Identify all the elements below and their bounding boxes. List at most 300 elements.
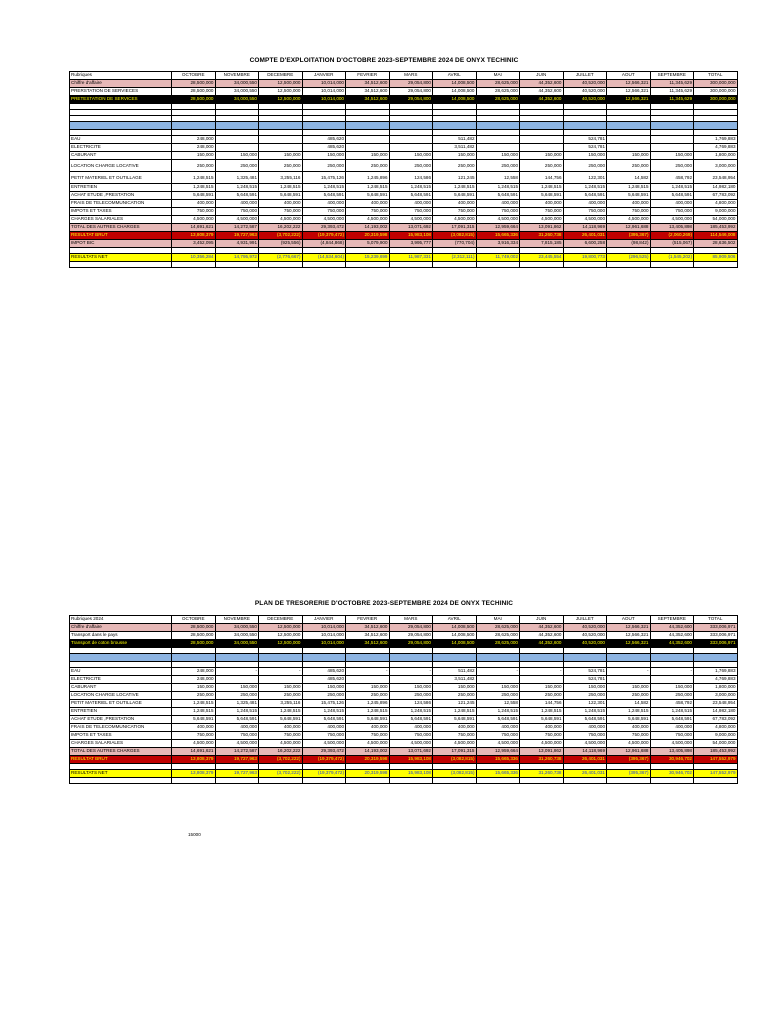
row-label-cell: IMPOTS ET TAXES <box>70 732 172 740</box>
table-row <box>70 122 738 130</box>
value-cell: 10,356,284 <box>172 254 216 262</box>
value-cell: 14,193,002 <box>346 748 390 756</box>
row-label-cell: Transport de coton brousse <box>70 640 172 648</box>
row-label-cell: IMPOTS ET TAXES <box>70 208 172 216</box>
value-cell: 28,500,000 <box>172 632 216 640</box>
value-cell: 40,520,000 <box>563 624 607 632</box>
value-cell: 300,000,000 <box>694 96 738 104</box>
value-cell: 750,000 <box>346 208 390 216</box>
value-cell: 14,008,500 <box>433 640 477 648</box>
value-cell: 9,000,000 <box>694 732 738 740</box>
value-cell: 5,648,591 <box>302 716 346 724</box>
value-cell: 144,756 <box>520 172 564 184</box>
value-cell: 750,000 <box>215 732 259 740</box>
value-cell: 4,500,000 <box>433 216 477 224</box>
header-month-cell: JUILLET <box>563 616 607 624</box>
header-month-cell: JUILLET <box>563 72 607 80</box>
row-label-cell: PETIT MATERIEL ET OUTILLAGE <box>70 172 172 184</box>
value-cell: 1,248,515 <box>215 184 259 192</box>
value-cell: 12,566,321 <box>607 88 651 96</box>
value-cell: 34,512,600 <box>346 96 390 104</box>
header-month-cell: NOVEMBRE <box>215 72 259 80</box>
value-cell: 15,983,108 <box>389 756 433 764</box>
value-cell: 300,000,000 <box>694 88 738 96</box>
value-cell <box>389 144 433 152</box>
value-cell: 44,352,600 <box>520 88 564 96</box>
value-cell: 250,000 <box>389 692 433 700</box>
value-cell: 485,620 <box>302 668 346 676</box>
value-cell: 150,000 <box>346 684 390 692</box>
value-cell: 12,500,000 <box>259 80 303 88</box>
value-cell: 34,000,550 <box>215 624 259 632</box>
value-cell: 400,000 <box>302 200 346 208</box>
value-cell <box>607 676 651 684</box>
value-cell: 750,000 <box>563 732 607 740</box>
value-cell: 1,769,883 <box>694 668 738 676</box>
value-cell: 400,000 <box>607 724 651 732</box>
value-cell: 5,648,591 <box>215 716 259 724</box>
row-label-cell: LOCATION CHARGE LOCATIVE <box>70 160 172 172</box>
value-cell: 750,000 <box>520 732 564 740</box>
value-cell <box>215 144 259 152</box>
row-label-cell: ACHAT ETUDE ,PRESTATION <box>70 192 172 200</box>
value-cell <box>476 136 520 144</box>
value-cell: 250,000 <box>346 692 390 700</box>
header-month-cell: DECEMBRE <box>259 616 303 624</box>
value-cell: 485,620 <box>302 676 346 684</box>
value-cell: (14,534,604) <box>302 254 346 262</box>
value-cell: 124,586 <box>389 700 433 708</box>
value-cell <box>259 676 303 684</box>
row-label-cell: Transport dans le pays <box>70 632 172 640</box>
value-cell: (395,367) <box>607 770 651 778</box>
value-cell: 5,648,591 <box>172 716 216 724</box>
table-row <box>70 732 738 740</box>
row-label-cell: Chiffre d'affaire <box>70 80 172 88</box>
value-cell: 1,248,515 <box>607 708 651 716</box>
value-cell: 28,500,000 <box>172 122 216 130</box>
value-cell: 17,091,315 <box>433 748 477 756</box>
value-cell: 400,000 <box>346 724 390 732</box>
value-cell: 12,566,321 <box>607 122 651 130</box>
value-cell: 10,014,000 <box>302 88 346 96</box>
value-cell: 121,245 <box>433 172 477 184</box>
table-row <box>70 172 738 184</box>
row-label-cell: Chiffre d'affaire <box>70 624 172 632</box>
value-cell: (3,082,815) <box>433 756 477 764</box>
header-month-cell: AVRIL <box>433 616 477 624</box>
value-cell: 29,054,800 <box>389 80 433 88</box>
value-cell: 6,600,258 <box>563 240 607 248</box>
value-cell: 4,500,000 <box>520 740 564 748</box>
value-cell: 5,648,591 <box>259 716 303 724</box>
value-cell: 14,691,621 <box>172 748 216 756</box>
value-cell: 4,500,000 <box>476 216 520 224</box>
value-cell: 750,000 <box>172 208 216 216</box>
value-cell: (925,556) <box>259 240 303 248</box>
value-cell: (395,367) <box>607 232 651 240</box>
value-cell: - <box>346 668 390 676</box>
value-cell: 19,727,963 <box>215 756 259 764</box>
value-cell: 250,000 <box>650 692 694 700</box>
value-cell <box>520 144 564 152</box>
compte-title: COMPTE D'EXPLOITATION D'OCTOBRE 2023-SEPTEMBRE 2024 DE ONYX TECHINIC <box>249 57 519 64</box>
value-cell: 1,248,515 <box>650 708 694 716</box>
value-cell: 12,566,321 <box>607 80 651 88</box>
value-cell: 1,248,515 <box>302 708 346 716</box>
row-label-cell: RESULTATS NET <box>70 770 172 778</box>
value-cell: 750,000 <box>607 208 651 216</box>
value-cell: 31,260,738 <box>520 770 564 778</box>
value-cell: 13,808,379 <box>172 232 216 240</box>
value-cell <box>607 778 651 784</box>
value-cell: 29,393,472 <box>302 224 346 232</box>
value-cell: 40,520,000 <box>563 122 607 130</box>
value-cell: 750,000 <box>302 208 346 216</box>
header-month-cell: JANVIER <box>302 72 346 80</box>
value-cell: 150,000 <box>563 684 607 692</box>
value-cell: 150,000 <box>650 684 694 692</box>
value-cell: 333,006,971 <box>694 632 738 640</box>
value-cell: 150,000 <box>259 152 303 160</box>
value-cell <box>389 136 433 144</box>
row-label-cell: CHARGES SALARIALES <box>70 216 172 224</box>
value-cell: 4,800,000 <box>694 200 738 208</box>
value-cell: 44,352,600 <box>520 624 564 632</box>
value-cell: 250,000 <box>563 692 607 700</box>
value-cell <box>302 262 346 268</box>
value-cell: 20,319,598 <box>346 232 390 240</box>
table-row <box>70 262 738 268</box>
table-row <box>70 200 738 208</box>
value-cell <box>172 778 216 784</box>
value-cell <box>476 262 520 268</box>
value-cell <box>650 778 694 784</box>
header-month-cell: MARS <box>389 616 433 624</box>
value-cell: 15,475,126 <box>302 172 346 184</box>
compte-table <box>69 71 738 268</box>
header-month-cell: FEVRIER <box>346 72 390 80</box>
value-cell: 1,248,515 <box>346 184 390 192</box>
note-value: 15000 <box>188 832 201 837</box>
value-cell: 4,500,000 <box>215 216 259 224</box>
value-cell: 400,000 <box>215 724 259 732</box>
value-cell: 5,648,591 <box>302 192 346 200</box>
table-row <box>70 740 738 748</box>
value-cell: 750,000 <box>389 732 433 740</box>
table-row <box>70 80 738 88</box>
value-cell: 150,000 <box>172 684 216 692</box>
value-cell: 28,625,000 <box>476 122 520 130</box>
header-month-cell: AOUT <box>607 72 651 80</box>
value-cell: 4,500,000 <box>607 216 651 224</box>
value-cell: 85,909,506 <box>694 254 738 262</box>
value-cell: 28,500,000 <box>172 640 216 648</box>
value-cell: 31,260,738 <box>520 756 564 764</box>
value-cell: 250,000 <box>215 160 259 172</box>
table-row <box>70 676 738 684</box>
value-cell: (770,704) <box>433 240 477 248</box>
value-cell: 4,500,000 <box>172 216 216 224</box>
value-cell <box>346 144 390 152</box>
value-cell: 15,665,336 <box>476 232 520 240</box>
header-month-cell: MAI <box>476 72 520 80</box>
value-cell: 31,260,738 <box>520 232 564 240</box>
value-cell: 400,000 <box>433 724 477 732</box>
value-cell: 29,393,472 <box>302 748 346 756</box>
value-cell <box>433 262 477 268</box>
value-cell <box>259 262 303 268</box>
value-cell: 250,000 <box>302 160 346 172</box>
value-cell: 400,000 <box>172 200 216 208</box>
value-cell: 458,792 <box>650 700 694 708</box>
header-month-cell: MAI <box>476 616 520 624</box>
value-cell: 750,000 <box>346 732 390 740</box>
value-cell: 4,500,000 <box>563 216 607 224</box>
value-cell: 5,648,591 <box>520 192 564 200</box>
value-cell <box>433 654 477 662</box>
value-cell <box>389 262 433 268</box>
value-cell: 250,000 <box>346 160 390 172</box>
table-row <box>70 632 738 640</box>
value-cell: 5,648,591 <box>476 192 520 200</box>
value-cell: 300,000,000 <box>694 80 738 88</box>
value-cell: (515,067) <box>650 240 694 248</box>
row-label-cell: RESULTAT BRUT <box>70 232 172 240</box>
value-cell: 400,000 <box>433 200 477 208</box>
header-month-cell: TOTAL <box>694 72 738 80</box>
row-label-cell: CHARGES SALARIALES <box>70 740 172 748</box>
table-row <box>70 240 738 248</box>
value-cell: 40,520,000 <box>563 640 607 648</box>
value-cell: 12,500,000 <box>259 624 303 632</box>
value-cell: 250,000 <box>215 692 259 700</box>
row-label-cell: ELECTRICITE <box>70 676 172 684</box>
value-cell: 11,749,002 <box>476 254 520 262</box>
value-cell: 4,769,883 <box>694 144 738 152</box>
value-cell: 17,091,315 <box>433 224 477 232</box>
value-cell: 4,500,000 <box>302 216 346 224</box>
value-cell: 1,800,000 <box>694 684 738 692</box>
value-cell: 1,248,515 <box>172 184 216 192</box>
value-cell: 28,625,000 <box>476 624 520 632</box>
value-cell: 750,000 <box>433 208 477 216</box>
table-row <box>70 216 738 224</box>
value-cell: 16,202,222 <box>259 224 303 232</box>
value-cell: 1,248,515 <box>520 708 564 716</box>
table-row <box>70 708 738 716</box>
header-month-cell: JUIN <box>520 616 564 624</box>
value-cell <box>476 676 520 684</box>
value-cell: 44,352,600 <box>650 624 694 632</box>
value-cell: 1,248,515 <box>346 708 390 716</box>
value-cell: 150,000 <box>433 152 477 160</box>
value-cell <box>694 262 738 268</box>
header-row <box>70 616 738 624</box>
value-cell: 26,401,031 <box>563 770 607 778</box>
value-cell: 9,000,000 <box>694 208 738 216</box>
value-cell: 300,000,000 <box>694 122 738 130</box>
value-cell <box>650 136 694 144</box>
value-cell: 40,520,000 <box>563 88 607 96</box>
value-cell <box>302 778 346 784</box>
value-cell: 248,000 <box>172 676 216 684</box>
value-cell: 14,008,500 <box>433 80 477 88</box>
value-cell: 5,648,591 <box>389 716 433 724</box>
value-cell: 248,000 <box>172 668 216 676</box>
value-cell: 5,648,591 <box>346 716 390 724</box>
value-cell: 14,582 <box>607 172 651 184</box>
value-cell: 44,352,600 <box>520 96 564 104</box>
value-cell: 150,000 <box>520 152 564 160</box>
header-label-cell: Rubriques <box>70 72 172 80</box>
value-cell: 333,006,971 <box>694 640 738 648</box>
value-cell: 29,054,800 <box>389 624 433 632</box>
value-cell: 44,352,600 <box>520 632 564 640</box>
value-cell: 4,500,000 <box>172 740 216 748</box>
value-cell: - <box>520 668 564 676</box>
value-cell: 1,769,883 <box>694 136 738 144</box>
value-cell <box>476 654 520 662</box>
row-label-cell: RESULTATS NET <box>70 254 172 262</box>
value-cell: 1,248,515 <box>520 184 564 192</box>
value-cell: 3,452,095 <box>172 240 216 248</box>
value-cell: 1,248,515 <box>433 184 477 192</box>
value-cell: 5,648,591 <box>607 716 651 724</box>
value-cell: 485,620 <box>302 136 346 144</box>
header-row <box>70 72 738 80</box>
value-cell: 12,500,000 <box>259 122 303 130</box>
value-cell: 23,548,954 <box>694 700 738 708</box>
value-cell: 4,500,000 <box>433 740 477 748</box>
value-cell: 1,248,515 <box>476 708 520 716</box>
value-cell: 12,961,688 <box>607 224 651 232</box>
value-cell: 250,000 <box>607 160 651 172</box>
row-label-cell: CABURANT <box>70 152 172 160</box>
value-cell: 28,636,502 <box>694 240 738 248</box>
table-row <box>70 684 738 692</box>
value-cell: 12,566,321 <box>607 640 651 648</box>
value-cell: 4,500,000 <box>215 740 259 748</box>
value-cell <box>346 676 390 684</box>
value-cell <box>215 262 259 268</box>
value-cell: 12,500,000 <box>259 96 303 104</box>
value-cell: 19,727,963 <box>215 232 259 240</box>
value-cell: 10,014,000 <box>302 96 346 104</box>
value-cell: 3,000,000 <box>694 160 738 172</box>
value-cell: 250,000 <box>302 692 346 700</box>
value-cell: 12,566,321 <box>607 96 651 104</box>
value-cell: 524,781 <box>563 136 607 144</box>
value-cell: 150,000 <box>389 684 433 692</box>
value-cell: 14,118,969 <box>563 224 607 232</box>
value-cell: 750,000 <box>259 732 303 740</box>
value-cell: 400,000 <box>520 200 564 208</box>
value-cell: 5,648,591 <box>650 716 694 724</box>
row-label-cell: Marge brute <box>70 122 172 130</box>
value-cell: 28,625,000 <box>476 640 520 648</box>
value-cell: 1,248,515 <box>172 700 216 708</box>
value-cell: 5,648,591 <box>433 192 477 200</box>
plan-table <box>69 615 738 784</box>
table-row <box>70 192 738 200</box>
value-cell <box>650 262 694 268</box>
value-cell: 1,248,515 <box>607 184 651 192</box>
value-cell: 26,401,031 <box>563 756 607 764</box>
row-label-cell: PETIT MATERIEL ET OUTILLAGE <box>70 700 172 708</box>
value-cell: 250,000 <box>650 160 694 172</box>
table-row <box>70 668 738 676</box>
value-cell: 511,482 <box>433 668 477 676</box>
value-cell: 150,000 <box>215 152 259 160</box>
table-row <box>70 692 738 700</box>
header-month-cell: OCTOBRE <box>172 616 216 624</box>
value-cell: 400,000 <box>259 724 303 732</box>
value-cell <box>694 778 738 784</box>
value-cell: 5,648,591 <box>389 192 433 200</box>
value-cell: 12,959,664 <box>476 224 520 232</box>
value-cell: 4,500,000 <box>520 216 564 224</box>
value-cell: 34,000,550 <box>215 80 259 88</box>
value-cell <box>259 654 303 662</box>
value-cell <box>650 144 694 152</box>
row-label-cell: EAU <box>70 136 172 144</box>
row-label-cell <box>70 262 172 268</box>
value-cell: 30,946,702 <box>650 756 694 764</box>
value-cell: 13,808,379 <box>172 756 216 764</box>
value-cell: 13,405,898 <box>650 224 694 232</box>
value-cell: 250,000 <box>563 160 607 172</box>
value-cell: (395,367) <box>607 756 651 764</box>
value-cell: 150,000 <box>389 152 433 160</box>
value-cell: 750,000 <box>259 208 303 216</box>
value-cell: 54,000,000 <box>694 740 738 748</box>
value-cell: 14,982,180 <box>694 708 738 716</box>
value-cell <box>520 676 564 684</box>
table-row <box>70 208 738 216</box>
value-cell: 13,071,692 <box>389 748 433 756</box>
value-cell: 750,000 <box>433 732 477 740</box>
value-cell: 4,500,000 <box>346 216 390 224</box>
value-cell: 1,248,515 <box>563 708 607 716</box>
value-cell: 11,345,629 <box>650 88 694 96</box>
value-cell: 40,520,000 <box>563 96 607 104</box>
value-cell <box>607 262 651 268</box>
value-cell: 250,000 <box>259 160 303 172</box>
value-cell: 150,000 <box>433 684 477 692</box>
value-cell <box>520 262 564 268</box>
value-cell: 1,248,515 <box>172 708 216 716</box>
header-month-cell: AOUT <box>607 616 651 624</box>
value-cell: 14,008,500 <box>433 624 477 632</box>
value-cell: 5,648,591 <box>476 716 520 724</box>
value-cell: - <box>476 668 520 676</box>
value-cell: 14,795,972 <box>215 254 259 262</box>
value-cell: 34,512,600 <box>346 624 390 632</box>
value-cell <box>389 676 433 684</box>
row-label-cell <box>70 778 172 784</box>
value-cell: 10,014,000 <box>302 122 346 130</box>
value-cell: 15,239,699 <box>346 254 390 262</box>
value-cell: 250,000 <box>172 692 216 700</box>
value-cell: 4,500,000 <box>650 216 694 224</box>
table-row <box>70 654 738 662</box>
row-label-cell: ENTRETIEN <box>70 184 172 192</box>
value-cell: 400,000 <box>259 200 303 208</box>
value-cell: 28,500,000 <box>172 80 216 88</box>
value-cell: 3,255,116 <box>259 700 303 708</box>
value-cell: 750,000 <box>520 208 564 216</box>
